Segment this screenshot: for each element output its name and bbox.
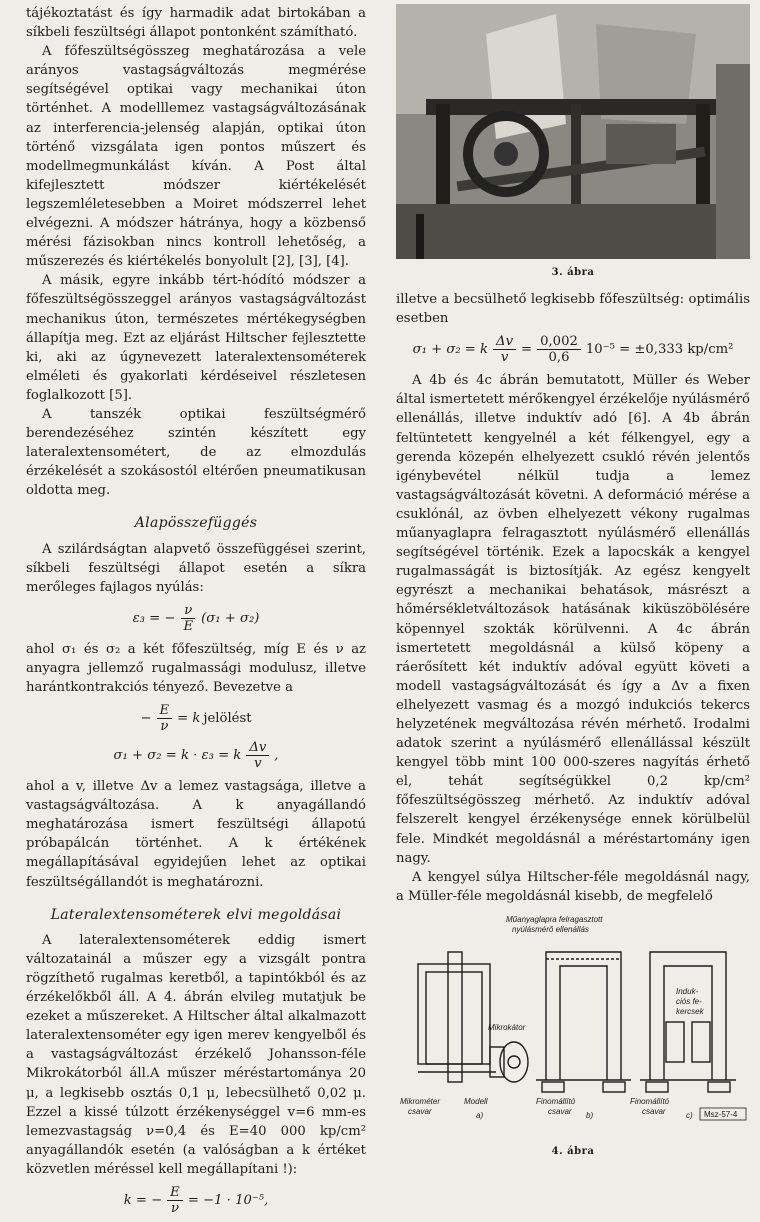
figure-3-caption: 3. ábra bbox=[551, 267, 595, 278]
figure-code: Msz-57-4 bbox=[704, 1109, 738, 1119]
fraction bbox=[493, 334, 516, 365]
paragraph: illetve a becsülhető legkisebb főfeszültség: optimális esetben bbox=[396, 292, 750, 327]
label-finom2b: csavar bbox=[642, 1106, 666, 1116]
section-heading: Lateralextensométerek elvi megoldásai bbox=[50, 906, 342, 923]
label-induk1: Induk- bbox=[676, 986, 699, 996]
diagram-b bbox=[536, 952, 631, 1092]
label-induk2: ciós fe- bbox=[676, 996, 702, 1006]
figure-4-diagram bbox=[396, 912, 750, 1162]
denominator: 0,6 bbox=[548, 350, 570, 366]
left-column bbox=[26, 4, 366, 1222]
right-column bbox=[396, 4, 750, 1162]
paragraph: A 4b és 4c ábrán bemutatott, Müller és Weber által ismertetett mérőkengyel érzékelője nyúlásmérő ellenállás, illetve induktív adó [6]. A 4b ábrán feltüntetett kengyelnél a két félkengyel, egy a gerenda közepén elhelyezett csukló révén jelentős igénybevétel nélkül tudja a lemez vastagságváltozását követni. A deformáció mérése a csuklónál, az övben elhelyezett vékony rugalmas műanyaglapra felragasztott nyúlásmérő ellenállás segítségével történik. Ezek a lapocskák a kengyel rugalmasságát is biztosítják. Az egész kengyelt egyrészt a mechanikai behatások, másrészt a hőmérsékletváltozások hatásának kiküszöbölésére köpennyel szokták körülvenni. A 4c ábrán ismertetett megoldásnál a külső köpeny a ráerősített két induktív adóval együtt követi a modell vastagságváltozását és így a Δv a fixen elhelyezett vasmag és a mozgó indukciós tekercs helyzetének megváltozása révén mérhető. Irodalmi adatok szerint a nyúlásmérő ellenállással készült kengyel több mint 100 000-szeres nagyítás érhető el, tehát segítségükkel 0,2 kp/cm² főfeszültségösszeg mérhető. Az induktív adóval felszerelt kengyel érzékenysége ennek körülbelül fele. Mindkét megoldásnál a méréstartomány igen nagy. bbox=[396, 373, 750, 866]
paragraph: A főfeszültségösszeg meghatározása a vele arányos vastagságváltozás megmérése segítségével optikai vagy mechanikai úton történhet. A modelllemez vastagságváltozásának az interferencia-jelenség alapján, optikai úton történő vizsgálata igen pontos műszert és modellmegmunkálást kíván. A Post által kifejlesztett módszer kiértékelését legszemléletesebben a Moiret módszerrel lehet elvégezni. A módszer hátránya, hogy a közbenső mérési fázisokban nincs kontroll lehetőség, a műszerezés és kiértékelés bonyolult [2], [3], [4]. bbox=[26, 44, 366, 270]
paragraph: A tanszék optikai feszültségmérő berendezéséhez szintén készített egy lateralextensométert, de az elmozdulás érzékelését a szokásostól eltérően pneumatikusan oldotta meg. bbox=[26, 406, 366, 499]
eq-term: k = − bbox=[123, 1192, 163, 1208]
figure-3-photo bbox=[396, 4, 750, 259]
equation-min-stress bbox=[396, 334, 750, 365]
numerator: E bbox=[157, 703, 173, 719]
denominator: v bbox=[500, 350, 509, 366]
eq-term: 10⁻⁵ = ±0,333 kp/cm² bbox=[585, 342, 734, 358]
eq-term: = bbox=[521, 342, 533, 358]
eq-term: (σ₁ + σ₂) bbox=[201, 610, 260, 626]
denominator: v bbox=[254, 756, 262, 772]
section-heading: Alapösszefüggés bbox=[134, 515, 258, 532]
numerator: 0,002 bbox=[537, 334, 581, 350]
equation-k-definition bbox=[26, 703, 366, 734]
equation-stress-sum bbox=[26, 740, 366, 771]
sub-label-a: a) bbox=[476, 1110, 484, 1120]
fraction bbox=[246, 740, 269, 771]
numerator: E bbox=[167, 1185, 183, 1201]
denominator: ν bbox=[160, 719, 169, 735]
paragraph: tájékoztatást és így harmadik adat birtokában a síkbeli feszültségi állapot pontonként számítható. bbox=[26, 6, 366, 41]
eq-text: jelölést bbox=[203, 711, 252, 727]
eq-term: = −1 · 10⁻⁵, bbox=[187, 1192, 269, 1208]
sub-label-b: b) bbox=[586, 1110, 594, 1120]
sub-label-c: c) bbox=[686, 1110, 693, 1120]
fraction bbox=[180, 603, 196, 634]
paragraph: ahol σ₁ és σ₂ a két főfeszültség, míg E és ν az anyagra jellemző rugalmassági modulusz, illetve harántkontrakciós tényező. Bevezetve a bbox=[26, 641, 366, 695]
numerator: ν bbox=[181, 603, 195, 619]
eq-term: − bbox=[140, 711, 152, 727]
label-mikrometer2: csavar bbox=[408, 1106, 432, 1116]
label-mikrometer1: Mikrométer bbox=[400, 1096, 441, 1106]
eq-term: , bbox=[274, 748, 279, 764]
label-modell: Modell bbox=[464, 1096, 488, 1106]
denominator: ν bbox=[170, 1200, 179, 1216]
diagram-a bbox=[418, 952, 528, 1082]
figure-4-caption: 4. ábra bbox=[551, 1146, 595, 1157]
denominator: E bbox=[183, 618, 194, 634]
numerator: Δv bbox=[493, 334, 516, 350]
eq-term: ε₃ = − bbox=[132, 610, 176, 626]
diagram-c bbox=[640, 952, 736, 1092]
paragraph: A lateralextensométerek eddig ismert változatainál a műszer egy a vizsgált pontra rögzíthető rugalmas keretből, a tapintókból és az érzékelőkből áll. A 4. ábrán elvileg mutatjuk be ezeket a műszereket. A Hiltscher által alkalmazott lateralextensométer egy igen merev kengyelből és a vastagságváltozást érzékelő Johansson-féle Mikrokátorból áll.A műszer méréstartománya 20 μ, a legkisebb osztás 0,1 μ, lebecsülhető 0,02 μ. Ezzel a kissé túlzott érzékenységgel v=6 mm-es lemezvastagság ν=0,4 és E=40 000 kp/cm² anyagállandók esetén (a valóságban a k értéket közvetlen méréssel kell megállapítani !): bbox=[26, 932, 366, 1177]
equation-strain bbox=[26, 603, 366, 634]
label-top1: Műanyaglapra felragasztott bbox=[506, 914, 603, 924]
extensometer-diagram-icon bbox=[396, 912, 750, 1132]
label-induk3: kercsek bbox=[676, 1006, 704, 1016]
paragraph: A kengyel súlya Hiltscher-féle megoldásnál nagy, a Müller-féle megoldásnál kisebb, de megfelelő bbox=[396, 869, 750, 904]
numerator: Δv bbox=[246, 740, 269, 756]
eq-term: σ₁ + σ₂ = k · ε₃ = k bbox=[113, 748, 242, 764]
apparatus-photo-icon bbox=[396, 4, 750, 259]
equation-k-value bbox=[26, 1185, 366, 1216]
fraction bbox=[537, 334, 581, 365]
eq-term: σ₁ + σ₂ = k bbox=[412, 342, 489, 358]
label-mikrokator: Mikrokátor bbox=[488, 1022, 526, 1032]
label-finom1b: csavar bbox=[548, 1106, 572, 1116]
paragraph: A másik, egyre inkább tért-hódító módszer a főfeszültségösszeggel arányos vastagságváltozást mechanikus úton, természetes mértékegységben állapítja meg. Ezt az eljárást Hiltscher fejlesztette ki, aki az úgynevezett lateralextensométerek elméleti és gyakorlati kérdéseivel részletesen foglalkozott [5]. bbox=[26, 273, 366, 403]
eq-term: = k bbox=[177, 711, 201, 727]
fraction bbox=[157, 703, 173, 734]
label-finom2a: Finomállító bbox=[630, 1096, 670, 1106]
label-top2: nyúlásmérő ellenállás bbox=[512, 924, 589, 934]
paragraph: ahol a v, illetve Δv a lemez vastagsága, illetve a vastagságváltozása. A k anyagállandó meghatározása ismert feszültségi állapotú próbapálcán történhet. A k értékének megállapításával egyidejűen lehet az optikai feszültségállandót is meghatározni. bbox=[26, 779, 366, 890]
paragraph: A szilárdságtan alapvető összefüggései szerint, síkbeli feszültségi állapot esetén a síkra merőleges fajlagos nyúlás: bbox=[26, 541, 366, 595]
label-finom1a: Finomállító bbox=[536, 1096, 576, 1106]
fraction bbox=[167, 1185, 183, 1216]
